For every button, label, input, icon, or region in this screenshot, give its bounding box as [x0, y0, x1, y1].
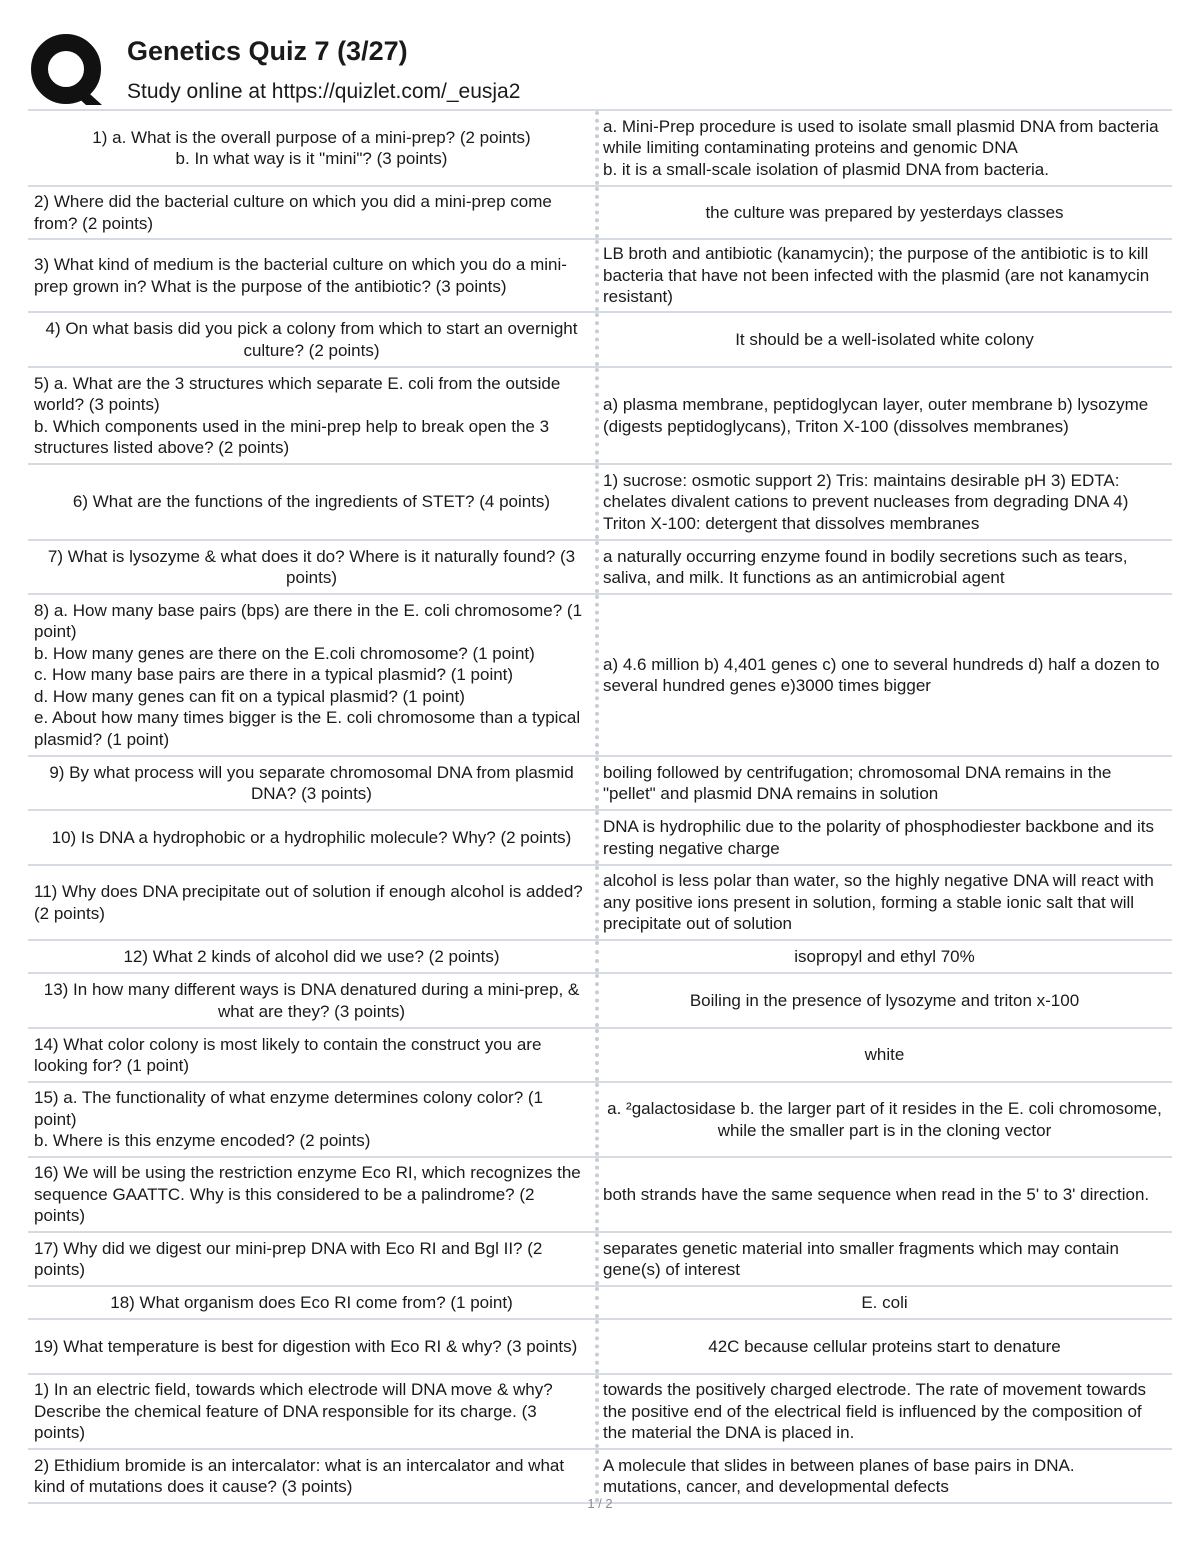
answer-cell	[599, 757, 1172, 809]
answer-cell	[599, 1375, 1172, 1448]
question-text: 11) Why does DNA precipitate out of solution if enough alcohol is added? (2 points)	[34, 882, 583, 923]
question-text: 9) By what process will you separate chromosomal DNA from plasmid DNA? (3 points)	[49, 762, 574, 803]
question-cell	[28, 465, 599, 539]
question-cell	[28, 541, 599, 593]
qa-row	[28, 313, 1172, 368]
answer-text: E. coli	[861, 1292, 908, 1312]
qa-row	[28, 368, 1172, 465]
answer-text: towards the positively charged electrode. The rate of movement towards the positive end of the electrical field is influenced by the composition of the material the DNA is placed in.	[603, 1380, 1147, 1443]
question-cell	[28, 595, 599, 755]
question-cell	[28, 757, 599, 809]
question-text: 5) a. What are the 3 structures which separate E. coli from the outside world? (3 points) b. Which components used in the mini-prep help to break open the 3 structures listed above? (2 points)	[34, 373, 561, 457]
question-text: 12) What 2 kinds of alcohol did we use? (2 points)	[123, 946, 500, 966]
qa-row	[28, 1233, 1172, 1287]
answer-text: A molecule that slides in between planes of base pairs in DNA. mutations, cancer, and developmental defects	[603, 1455, 1075, 1496]
question-cell	[28, 1158, 599, 1231]
answer-text: a naturally occurring enzyme found in bodily secretions such as tears, saliva, and milk. It functions as an antimicrobial agent	[603, 546, 1128, 587]
answer-text: a) plasma membrane, peptidoglycan layer, outer membrane b) lysozyme (digests peptidoglycans), Triton X-100 (dissolves membranes)	[603, 395, 1149, 436]
qa-row	[28, 866, 1172, 941]
question-text: 2) Where did the bacterial culture on which you did a mini-prep come from? (2 points)	[34, 192, 552, 233]
answer-text: It should be a well-isolated white colony	[735, 329, 1034, 349]
qa-row	[28, 1083, 1172, 1158]
answer-text: the culture was prepared by yesterdays classes	[705, 202, 1064, 222]
page-title: Genetics Quiz 7 (3/27)	[127, 36, 408, 66]
qa-row	[28, 1320, 1172, 1375]
question-cell	[28, 1320, 599, 1373]
qa-table	[28, 109, 1172, 1504]
answer-cell	[599, 1320, 1172, 1373]
question-text: 1) In an electric field, towards which electrode will DNA move & why? Describe the chemical feature of DNA responsible for its charge. (3 points)	[34, 1380, 553, 1443]
answer-text: LB broth and antibiotic (kanamycin); the purpose of the antibiotic is to kill bacteria that have not been infected with the plasmid (are not kanamycin resistant)	[603, 244, 1150, 307]
answer-cell	[599, 541, 1172, 593]
answer-cell	[599, 187, 1172, 238]
qa-row	[28, 811, 1172, 866]
question-cell	[28, 368, 599, 463]
question-text: 4) On what basis did you pick a colony from which to start an overnight culture? (2 points)	[45, 319, 578, 360]
question-cell	[28, 1450, 599, 1502]
answer-text: 1) sucrose: osmotic support 2) Tris: maintains desirable pH 3) EDTA: chelates divalent cations to prevent nucleases from degrading DNA 4) Triton X-100: detergent that dissolves membranes	[603, 470, 1129, 533]
answer-cell	[599, 811, 1172, 864]
question-text: 2) Ethidium bromide is an intercalator: what is an intercalator and what kind of mutations does it cause? (3 points)	[34, 1455, 565, 1496]
question-text: 16) We will be using the restriction enzyme Eco RI, which recognizes the sequence GAATTC. Why is this considered to be a palindrome? (2 points)	[34, 1163, 581, 1226]
question-text: 15) a. The functionality of what enzyme determines colony color? (1 point) b. Where is this enzyme encoded? (2 points)	[34, 1088, 544, 1151]
answer-cell	[599, 595, 1172, 755]
answer-cell	[599, 1233, 1172, 1285]
page-number: 1 / 2	[587, 1496, 613, 1511]
question-cell	[28, 1287, 599, 1318]
question-text: 19) What temperature is best for digestion with Eco RI & why? (3 points)	[34, 1336, 578, 1356]
question-text: 13) In how many different ways is DNA denatured during a mini-prep, & what are they? (3 points)	[43, 980, 580, 1021]
answer-cell	[599, 465, 1172, 539]
answer-cell	[599, 368, 1172, 463]
answer-text: 42C because cellular proteins start to denature	[708, 1336, 1061, 1356]
qa-row	[28, 187, 1172, 240]
qa-row	[28, 595, 1172, 757]
answer-text: separates genetic material into smaller fragments which may contain gene(s) of interest	[603, 1238, 1119, 1279]
answer-text: alcohol is less polar than water, so the highly negative DNA will react with any positive ions present in solution, forming a stable ionic salt that will precipitate out of solution	[603, 871, 1154, 934]
answer-text: isopropyl and ethyl 70%	[794, 946, 975, 966]
answer-cell	[599, 111, 1172, 185]
qa-row	[28, 1029, 1172, 1083]
question-cell	[28, 941, 599, 972]
question-cell	[28, 111, 599, 185]
qa-row	[28, 541, 1172, 595]
question-text: 3) What kind of medium is the bacterial culture on which you do a mini-prep grown in? What is the purpose of the antibiotic? (3 points)	[34, 255, 567, 296]
question-cell	[28, 1029, 599, 1081]
qa-row	[28, 974, 1172, 1029]
question-cell	[28, 1375, 599, 1448]
qa-row	[28, 941, 1172, 974]
study-link: Study online at https://quizlet.com/_eusja2	[127, 80, 521, 103]
question-cell	[28, 240, 599, 311]
answer-cell	[599, 866, 1172, 939]
answer-text: both strands have the same sequence when read in the 5' to 3' direction.	[603, 1184, 1150, 1204]
question-cell	[28, 811, 599, 864]
answer-text: DNA is hydrophilic due to the polarity of phosphodiester backbone and its resting negative charge	[603, 817, 1154, 858]
answer-text: Boiling in the presence of lysozyme and triton x-100	[689, 990, 1080, 1010]
qa-row	[28, 465, 1172, 541]
qa-row	[28, 1375, 1172, 1450]
question-text: 10) Is DNA a hydrophobic or a hydrophilic molecule? Why? (2 points)	[51, 827, 572, 847]
answer-cell	[599, 313, 1172, 366]
qa-row	[28, 1287, 1172, 1320]
answer-text: boiling followed by centrifugation; chromosomal DNA remains in the "pellet" and plasmid DNA remains in solution	[603, 762, 1112, 803]
question-cell	[28, 187, 599, 238]
answer-text: a) 4.6 million b) 4,401 genes c) one to several hundreds d) half a dozen to several hundred genes e)3000 times bigger	[603, 654, 1160, 695]
qa-row	[28, 240, 1172, 313]
answer-cell	[599, 1158, 1172, 1231]
quizlet-logo-icon	[30, 33, 106, 105]
question-text: 7) What is lysozyme & what does it do? Where is it naturally found? (3 points)	[47, 546, 576, 587]
question-text: 8) a. How many base pairs (bps) are there in the E. coli chromosome? (1 point) b. How many genes are there on the E.coli chromosome? (1 point) c. How many base pairs are there in a typical plasmid? (1 point) d. How many genes can fit on a typical plasmid? (1 point) e. About how many times bigger is the E. coli chromosome than a typical plasmid? (1 point)	[34, 600, 583, 749]
qa-row	[28, 1158, 1172, 1233]
answer-cell	[599, 1450, 1172, 1502]
question-cell	[28, 1233, 599, 1285]
answer-cell	[599, 974, 1172, 1027]
qa-row	[28, 111, 1172, 187]
question-cell	[28, 313, 599, 366]
answer-cell	[599, 941, 1172, 972]
answer-text: a. ²galactosidase b. the larger part of it resides in the E. coli chromosome, while the smaller part is in the cloning vector	[607, 1099, 1162, 1140]
answer-cell	[599, 1083, 1172, 1156]
question-text: 6) What are the functions of the ingredients of STET? (4 points)	[72, 492, 551, 512]
question-cell	[28, 866, 599, 939]
answer-text: a. Mini-Prep procedure is used to isolate small plasmid DNA from bacteria while limiting contaminating proteins and genomic DNA b. it is a small-scale isolation of plasmid DNA from bacteria.	[603, 116, 1159, 179]
question-text: 17) Why did we digest our mini-prep DNA with Eco RI and Bgl II? (2 points)	[34, 1238, 543, 1279]
question-cell	[28, 974, 599, 1027]
question-text: 14) What color colony is most likely to contain the construct you are looking for? (1 point)	[34, 1034, 542, 1075]
question-text: 18) What organism does Eco RI come from? (1 point)	[110, 1292, 513, 1312]
answer-cell	[599, 1287, 1172, 1318]
answer-cell	[599, 240, 1172, 311]
answer-text: white	[864, 1045, 905, 1065]
question-text: 1) a. What is the overall purpose of a mini-prep? (2 points) b. In what way is it "mini"? (3 points)	[92, 127, 531, 168]
question-cell	[28, 1083, 599, 1156]
qa-row	[28, 757, 1172, 811]
answer-cell	[599, 1029, 1172, 1081]
